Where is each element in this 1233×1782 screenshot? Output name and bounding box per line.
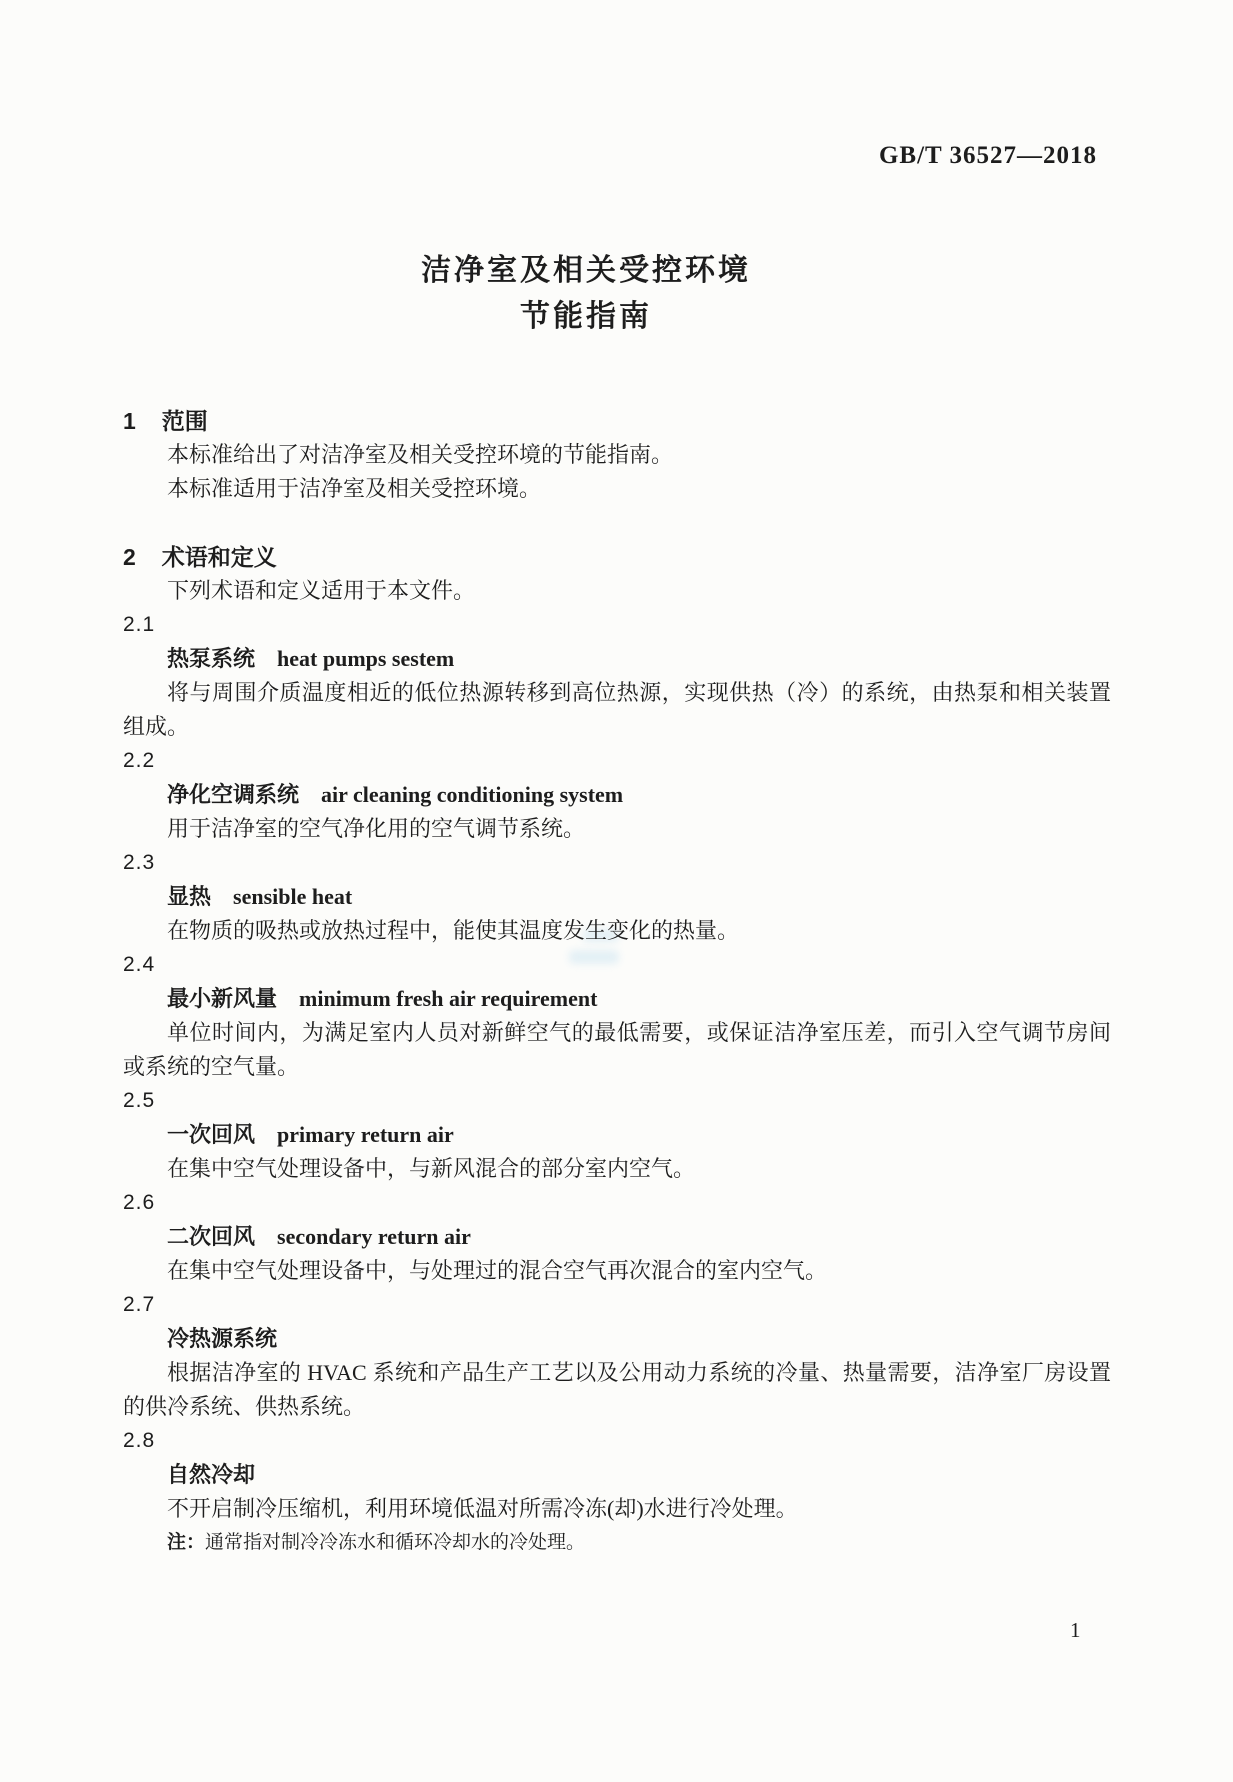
page-number: 1 <box>1070 1618 1081 1642</box>
term-chinese: 二次回风 <box>167 1224 256 1249</box>
term-chinese: 自然冷却 <box>167 1462 256 1487</box>
term-line <box>167 880 1111 914</box>
term-line <box>167 778 1111 812</box>
section-heading-2 <box>123 540 1111 574</box>
clause-number: 2.1 <box>123 613 156 636</box>
section-heading-1 <box>123 404 1111 438</box>
term-english: sensible heat <box>233 884 353 909</box>
section-number: 1 <box>123 408 136 434</box>
section-title: 术语和定义 <box>161 544 277 570</box>
term-english: primary return air <box>277 1122 454 1147</box>
term-english: heat pumps sestem <box>277 646 455 671</box>
term-line <box>167 1220 1111 1254</box>
term-chinese: 显热 <box>167 884 212 909</box>
clause-2-6 <box>123 1186 1111 1288</box>
clause-2-2 <box>123 744 1111 846</box>
term-chinese: 一次回风 <box>167 1122 256 1147</box>
term-english: secondary return air <box>277 1224 471 1249</box>
term-line <box>167 642 1111 676</box>
clause-2-4 <box>123 948 1111 1084</box>
clause-number: 2.4 <box>123 953 156 976</box>
term-line <box>167 1458 1111 1492</box>
clause-number: 2.3 <box>123 851 156 874</box>
section-title: 范围 <box>161 408 208 434</box>
term-chinese: 热泵系统 <box>167 646 256 671</box>
standard-number: GB/T 36527—2018 <box>878 142 1097 169</box>
document-title-line2: 节能指南 <box>520 300 652 333</box>
term-chinese: 净化空调系统 <box>167 782 300 807</box>
paragraph: 本标准给出了对洁净室及相关受控环境的节能指南。 <box>167 442 674 467</box>
clause-number: 2.7 <box>123 1293 156 1316</box>
term-line <box>167 982 1111 1016</box>
paragraph: 本标准适用于洁净室及相关受控环境。 <box>167 476 542 501</box>
clause-2-5 <box>123 1084 1111 1186</box>
clause-number: 2.5 <box>123 1089 156 1112</box>
section-number: 2 <box>123 544 136 570</box>
definition: 根据洁净室的 HVAC 系统和产品生产工艺以及公用动力系统的冷量、热量需要，洁净室厂房设置的供冷系统、供热系统。 <box>123 1360 1111 1419</box>
clause-2-7 <box>123 1288 1111 1424</box>
definition: 在物质的吸热或放热过程中，能使其温度发生变化的热量。 <box>167 918 740 943</box>
definition: 用于洁净室的空气净化用的空气调节系统。 <box>167 816 586 841</box>
term-english: minimum fresh air requirement <box>299 986 598 1011</box>
term-chinese: 冷热源系统 <box>167 1326 278 1351</box>
definition: 在集中空气处理设备中，与处理过的混合空气再次混合的室内空气。 <box>167 1258 828 1283</box>
note-text: 通常指对制冷冷冻水和循环冷却水的冷处理。 <box>205 1532 586 1553</box>
clause-2-3 <box>123 846 1111 948</box>
note <box>167 1526 1111 1560</box>
term-line <box>167 1322 1111 1356</box>
term-english: air cleaning conditioning system <box>321 782 624 807</box>
paragraph: 下列术语和定义适用于本文件。 <box>167 578 476 603</box>
definition: 在集中空气处理设备中，与新风混合的部分室内空气。 <box>167 1156 696 1181</box>
clause-number: 2.8 <box>123 1429 156 1452</box>
definition: 单位时间内，为满足室内人员对新鲜空气的最低需要，或保证洁净室压差，而引入空气调节房间或系统的空气量。 <box>123 1020 1111 1079</box>
document-body <box>123 404 1111 1560</box>
document-title <box>0 248 1172 340</box>
term-line <box>167 1118 1111 1152</box>
definition: 不开启制冷压缩机，利用环境低温对所需冷冻(却)水进行冷处理。 <box>167 1496 798 1521</box>
note-label: 注： <box>167 1532 206 1553</box>
clause-2-8 <box>123 1424 1111 1560</box>
clause-2-1 <box>123 608 1111 744</box>
definition: 将与周围介质温度相近的低位热源转移到高位热源，实现供热（冷）的系统，由热泵和相关装置组成。 <box>123 680 1111 739</box>
clause-number: 2.2 <box>123 749 156 772</box>
term-chinese: 最小新风量 <box>167 986 278 1011</box>
clause-number: 2.6 <box>123 1191 156 1214</box>
document-title-line1: 洁净室及相关受控环境 <box>421 254 751 287</box>
